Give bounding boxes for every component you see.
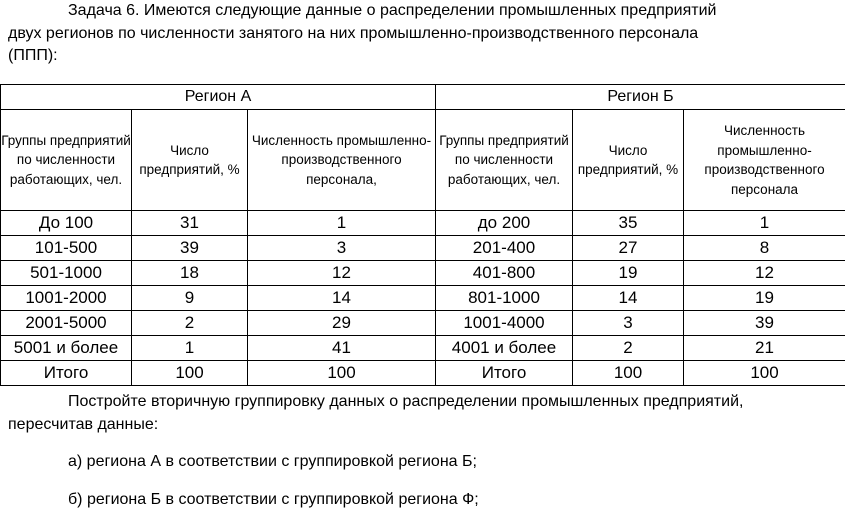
total-row — [1, 361, 845, 386]
cell: 2001-5000 — [1, 311, 132, 336]
cell: 100 — [132, 361, 248, 386]
cell: 14 — [248, 286, 436, 311]
cell: 5001 и более — [1, 336, 132, 361]
col-header-a-staff: Численность промышленно-производственного персонала, — [248, 110, 436, 211]
cell: 19 — [573, 261, 684, 286]
cell: 35 — [573, 211, 684, 236]
cell: 39 — [132, 236, 248, 261]
cell: 2 — [132, 311, 248, 336]
task-item-b: б) региона Б в соответствии с группировкой региона Ф; — [68, 491, 479, 508]
cell: Итого — [436, 361, 573, 386]
cell: 3 — [248, 236, 436, 261]
cell: 1 — [248, 211, 436, 236]
table-row — [1, 311, 845, 336]
cell: 27 — [573, 236, 684, 261]
cell: 401-800 — [436, 261, 573, 286]
cell: 12 — [684, 261, 845, 286]
cell: 12 — [248, 261, 436, 286]
region-a-header: Регион А — [1, 85, 436, 110]
cell: 100 — [684, 361, 845, 386]
cell: 19 — [684, 286, 845, 311]
col-header-a-count: Число предприятий, % — [132, 110, 248, 211]
task-line-1: Постройте вторичную группировку данных о распределении промышленных предприятий, — [68, 393, 744, 410]
cell: 31 — [132, 211, 248, 236]
cell: 14 — [573, 286, 684, 311]
column-header-row — [1, 110, 845, 211]
cell: до 200 — [436, 211, 573, 236]
cell: 9 — [132, 286, 248, 311]
cell: 801-1000 — [436, 286, 573, 311]
distribution-table — [0, 84, 845, 386]
cell: 41 — [248, 336, 436, 361]
cell: 1001-4000 — [436, 311, 573, 336]
cell: 101-500 — [1, 236, 132, 261]
cell: 21 — [684, 336, 845, 361]
region-header-row — [1, 85, 845, 110]
intro-line-1: Задача 6. Имеются следующие данные о распределении промышленных предприятий — [68, 2, 717, 19]
cell: 18 — [132, 261, 248, 286]
col-header-b-staff: Численность промышленно-производственного персонала — [684, 110, 845, 211]
cell: До 100 — [1, 211, 132, 236]
table-row — [1, 261, 845, 286]
intro-line-3: (ППП): — [8, 47, 58, 64]
cell: 1 — [684, 211, 845, 236]
col-header-b-groups: Группы предприятий по численности работающих, чел. — [436, 110, 573, 211]
cell: 4001 и более — [436, 336, 573, 361]
table-row — [1, 211, 845, 236]
problem-statement — [8, 0, 838, 68]
cell: 1 — [132, 336, 248, 361]
cell: 29 — [248, 311, 436, 336]
cell: 3 — [573, 311, 684, 336]
table-row — [1, 336, 845, 361]
col-header-a-groups: Группы предприятий по численности работающих, чел. — [1, 110, 132, 211]
cell: 1001-2000 — [1, 286, 132, 311]
task-item-a: а) региона А в соответствии с группировкой региона Б; — [68, 453, 477, 470]
cell: 2 — [573, 336, 684, 361]
task-statement — [8, 391, 838, 436]
cell: 39 — [684, 311, 845, 336]
cell: 8 — [684, 236, 845, 261]
cell: 501-1000 — [1, 261, 132, 286]
cell: 201-400 — [436, 236, 573, 261]
region-b-header: Регион Б — [436, 85, 845, 110]
table-row — [1, 236, 845, 261]
cell: Итого — [1, 361, 132, 386]
cell: 100 — [573, 361, 684, 386]
intro-line-2: двух регионов по численности занятого на них промышленно-производственного персонала — [8, 24, 699, 42]
table-row — [1, 286, 845, 311]
col-header-b-count: Число предприятий, % — [573, 110, 684, 211]
cell: 100 — [248, 361, 436, 386]
task-line-2: пересчитав данные: — [8, 415, 159, 433]
